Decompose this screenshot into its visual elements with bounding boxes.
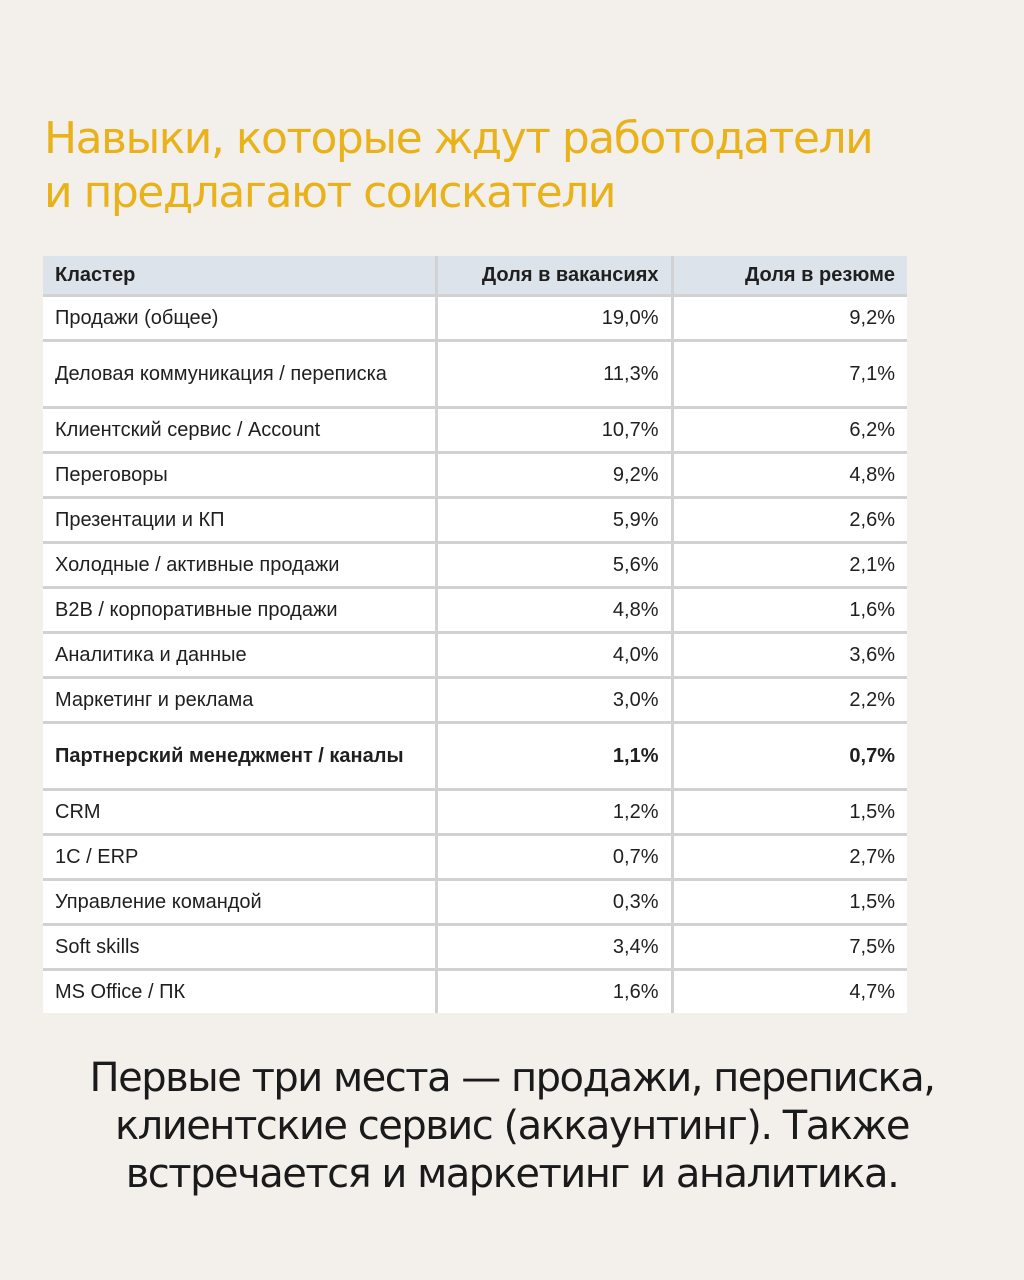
table-row	[43, 880, 907, 925]
cluster-cell: 1С / ERP	[43, 835, 436, 880]
resumes-cell: 7,1%	[672, 341, 907, 408]
cluster-cell: MS Office / ПК	[55, 980, 186, 1003]
cluster-cell: B2B / корпоративные продажи	[43, 588, 436, 633]
resumes-cell: 0,7%	[672, 723, 907, 790]
resumes-cell: 2,7%	[672, 835, 907, 880]
resumes-cell: 3,6%	[672, 633, 907, 678]
vacancies-cell: 4,0%	[436, 633, 672, 678]
table-header	[43, 256, 907, 296]
cluster-cell: Презентации и КП	[43, 498, 436, 543]
resumes-cell: 6,2%	[672, 408, 907, 453]
table-row	[43, 678, 907, 723]
table-row	[43, 790, 907, 835]
resumes-cell: 1,5%	[672, 880, 907, 925]
vacancies-cell: 10,7%	[436, 408, 672, 453]
resumes-cell: 2,6%	[672, 498, 907, 543]
header-cluster: Кластер	[43, 256, 436, 296]
cluster-cell: Деловая коммуникация / переписка	[43, 341, 436, 408]
title-line-1: Навыки, которые ждут работодатели	[44, 113, 873, 164]
vacancies-cell: 3,0%	[436, 678, 672, 723]
table-body	[43, 296, 907, 1014]
page-title	[44, 112, 984, 220]
header-resumes-share: Доля в резюме	[672, 256, 907, 296]
header-row	[43, 256, 907, 296]
vacancies-cell: 1,1%	[436, 723, 672, 790]
table-row	[43, 498, 907, 543]
vacancies-cell: 1,2%	[436, 790, 672, 835]
table-row	[43, 296, 907, 341]
caption-line-1: Первые три места — продажи, переписка,	[89, 1055, 935, 1101]
caption-line-3: встречается и маркетинг и аналитика.	[125, 1151, 899, 1197]
vacancies-cell: 19,0%	[436, 296, 672, 341]
cluster-cell: Аналитика и данные	[43, 633, 436, 678]
cluster-cell: Soft skills	[43, 925, 436, 970]
cluster-cell: Продажи (общее)	[43, 296, 436, 341]
caption-line-2: клиентские сервис (аккаунтинг). Также	[114, 1103, 910, 1149]
resumes-cell: 7,5%	[672, 925, 907, 970]
vacancies-cell: 11,3%	[436, 341, 672, 408]
title-line-2: и предлагают соискатели	[44, 167, 615, 218]
table-row	[43, 925, 907, 970]
vacancies-cell: 0,3%	[436, 880, 672, 925]
vacancies-cell: 5,9%	[436, 498, 672, 543]
vacancies-cell: 3,4%	[436, 925, 672, 970]
resumes-cell: 1,6%	[672, 588, 907, 633]
resumes-cell: 9,2%	[672, 296, 907, 341]
table-row	[43, 543, 907, 588]
vacancies-cell: 1,6%	[436, 970, 672, 1014]
summary-caption	[30, 1054, 994, 1198]
vacancies-cell: 4,8%	[436, 588, 672, 633]
table-row	[43, 588, 907, 633]
vacancies-cell: 9,2%	[436, 453, 672, 498]
cluster-cell: Клиентский сервис / Account	[43, 408, 436, 453]
resumes-cell: 2,2%	[672, 678, 907, 723]
table-row	[43, 835, 907, 880]
resumes-cell: 4,8%	[672, 453, 907, 498]
skills-table	[43, 256, 907, 1013]
cluster-cell: Маркетинг и реклама	[43, 678, 436, 723]
cluster-cell: Переговоры	[43, 453, 436, 498]
cluster-cell: Холодные / активные продажи	[43, 543, 436, 588]
table-row	[43, 341, 907, 408]
cluster-cell: CRM	[43, 790, 436, 835]
table-row	[43, 970, 907, 1014]
table-row	[43, 408, 907, 453]
table-row-highlighted	[43, 723, 907, 790]
vacancies-cell: 0,7%	[436, 835, 672, 880]
cluster-cell: Партнерский менеджмент / каналы	[43, 723, 436, 790]
table-row	[43, 453, 907, 498]
resumes-cell: 2,1%	[672, 543, 907, 588]
cluster-cell: Управление командой	[43, 880, 436, 925]
table-row	[43, 633, 907, 678]
resumes-cell: 1,5%	[672, 790, 907, 835]
header-vacancies-share: Доля в вакансиях	[436, 256, 672, 296]
vacancies-cell: 5,6%	[436, 543, 672, 588]
resumes-cell: 4,7%	[672, 970, 907, 1014]
skills-table-container	[43, 256, 907, 1013]
